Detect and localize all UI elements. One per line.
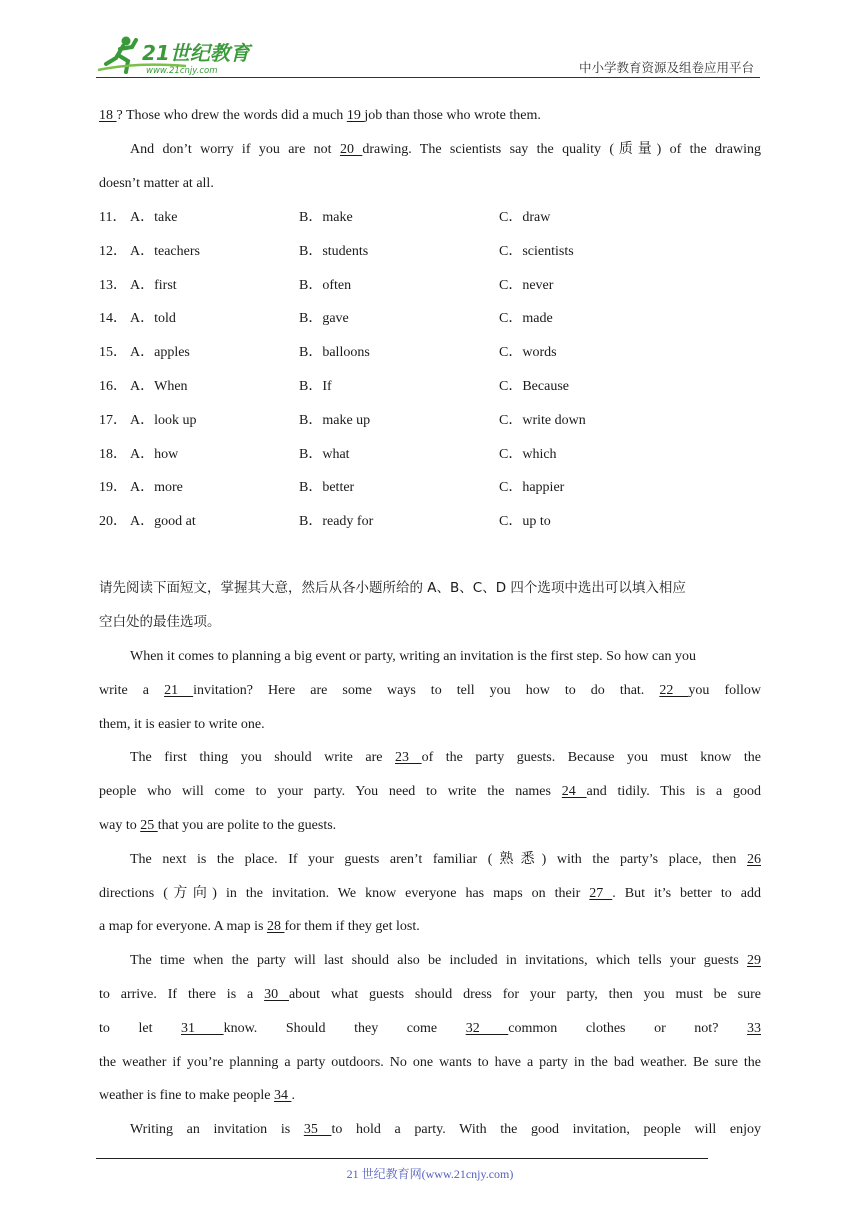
blank-18: 18 — [99, 108, 117, 123]
option-c: C．words — [499, 345, 557, 360]
option-c: C．never — [499, 278, 554, 293]
passage2-line4: The first thing you should write are 23 of the party guests. Because you must know the — [130, 750, 761, 765]
option-b: B．ready for — [299, 514, 374, 529]
question-number: 11． — [99, 210, 127, 225]
option-b: B．students — [299, 244, 369, 259]
blank-22: 22 — [659, 683, 689, 698]
passage1-line3: doesn’t matter at all. — [99, 176, 214, 191]
header-platform-name: 中小学教育资源及组卷应用平台 — [578, 60, 754, 75]
blank-19: 19 — [346, 108, 365, 123]
option-b: B．If — [299, 379, 332, 394]
option-c: C．made — [499, 311, 553, 326]
passage2-line14: weather is fine to make people 34 . — [99, 1088, 295, 1103]
passage2-line1: When it comes to planning a big event or party, writing an invitation is the first step. So how can you — [130, 649, 696, 664]
blank-35: 35 — [303, 1122, 332, 1137]
option-c: C．draw — [499, 210, 551, 225]
question-number: 20． — [99, 514, 127, 529]
option-b: B．make — [299, 210, 353, 225]
passage2-line3: them, it is easier to write one. — [99, 717, 265, 732]
option-a: A．look up — [130, 413, 197, 428]
option-c: C．happier — [499, 480, 565, 495]
passage1-line1: 18 ? Those who drew the words did a much 19 job than those who wrote them. — [99, 108, 541, 123]
option-c: C．up to — [499, 514, 551, 529]
option-a: A．good at — [130, 514, 196, 529]
passage2-line2: write a 21 invitation? Here are some ways to tell you how to do that. 22 you follow — [99, 683, 761, 698]
option-a: A．how — [130, 447, 179, 462]
page-footer: 21 世纪教育网(www.21cnjy.com) — [346, 1167, 514, 1181]
blank-31: 31 — [181, 1021, 224, 1036]
passage2-line12: to let 31 know. Should they come 32 common clothes or not? 33 — [99, 1021, 761, 1036]
page-header — [96, 32, 760, 78]
blank-33: 33 — [747, 1021, 761, 1036]
passage2-line11: to arrive. If there is a 30 about what guests should dress for your party, then you must be sure — [99, 987, 762, 1002]
passage2-line7: The next is the place. If your guests aren’t familiar (熟悉) with the party’s place, then 26 — [130, 852, 761, 867]
blank-27: 27 — [589, 886, 613, 901]
option-a: A．more — [130, 480, 183, 495]
question-number: 15． — [99, 345, 127, 360]
passage2-line8: directions (方向) in the invitation. We know everyone has maps on their 27 . But it’s better to add — [99, 886, 761, 901]
passage2-line9: a map for everyone. A map is 28 for them if they get lost. — [99, 919, 420, 934]
option-b: B．make up — [299, 413, 371, 428]
instruction-line1: 请先阅读下面短文，掌握其大意，然后从各小题所给的 A、B、C、D 四个选项中选出可以填入相应 — [99, 580, 686, 596]
logo-url: www.21cnjy.com — [146, 66, 218, 76]
option-c: C．scientists — [499, 244, 574, 259]
option-b: B．gave — [299, 311, 349, 326]
blank-20: 20 — [339, 142, 363, 157]
option-a: A．take — [130, 210, 178, 225]
option-a: A．told — [130, 311, 176, 326]
blank-23: 23 — [395, 750, 422, 765]
option-b: B．better — [299, 480, 355, 495]
passage2-line6: way to 25 that you are polite to the guests. — [99, 818, 337, 833]
passage1-line2: And don’t worry if you are not 20 drawing. The scientists say the quality (质量) of the drawing — [130, 142, 762, 157]
blank-34: 34 — [273, 1088, 292, 1103]
question-number: 19． — [99, 480, 127, 495]
site-logo — [96, 34, 266, 76]
option-b: B．often — [299, 278, 352, 293]
passage2-line5: people who will come to your party. You need to write the names 24 and tidily. This is a good — [99, 784, 762, 799]
blank-24: 24 — [561, 784, 587, 799]
logo-text: 21世纪教育 — [142, 41, 250, 65]
option-c: C．which — [499, 447, 557, 462]
blank-30: 30 — [264, 987, 289, 1002]
passage2-line10: The time when the party will last should also be included in invitations, which tells your guests 29 — [130, 953, 761, 968]
question-number: 17． — [99, 413, 127, 428]
option-c: C．Because — [499, 379, 569, 394]
option-b: B．balloons — [299, 345, 370, 360]
option-b: B．what — [299, 447, 350, 462]
blank-25: 25 — [140, 818, 158, 833]
blank-28: 28 — [266, 919, 285, 934]
blank-29: 29 — [747, 953, 761, 968]
blank-26: 26 — [747, 852, 761, 867]
passage2-line15: Writing an invitation is 35 to hold a party. With the good invitation, people will enjoy — [130, 1122, 761, 1137]
question-number: 18． — [99, 447, 127, 462]
passage2-line13: the weather if you’re planning a party outdoors. No one wants to have a party in the bad weather. Be sure the — [99, 1055, 761, 1070]
option-a: A．teachers — [130, 244, 200, 259]
option-c: C．write down — [499, 413, 586, 428]
blank-32: 32 — [465, 1021, 509, 1036]
instruction-line2: 空白处的最佳选项。 — [99, 614, 221, 630]
question-number: 16． — [99, 379, 127, 394]
question-number: 14． — [99, 311, 127, 326]
option-a: A．apples — [130, 345, 190, 360]
question-number: 13． — [99, 278, 127, 293]
footer-divider — [96, 1158, 708, 1159]
option-a: A．first — [130, 278, 177, 293]
option-a: A．When — [130, 379, 188, 394]
question-number: 12． — [99, 244, 127, 259]
blank-21: 21 — [164, 683, 194, 698]
